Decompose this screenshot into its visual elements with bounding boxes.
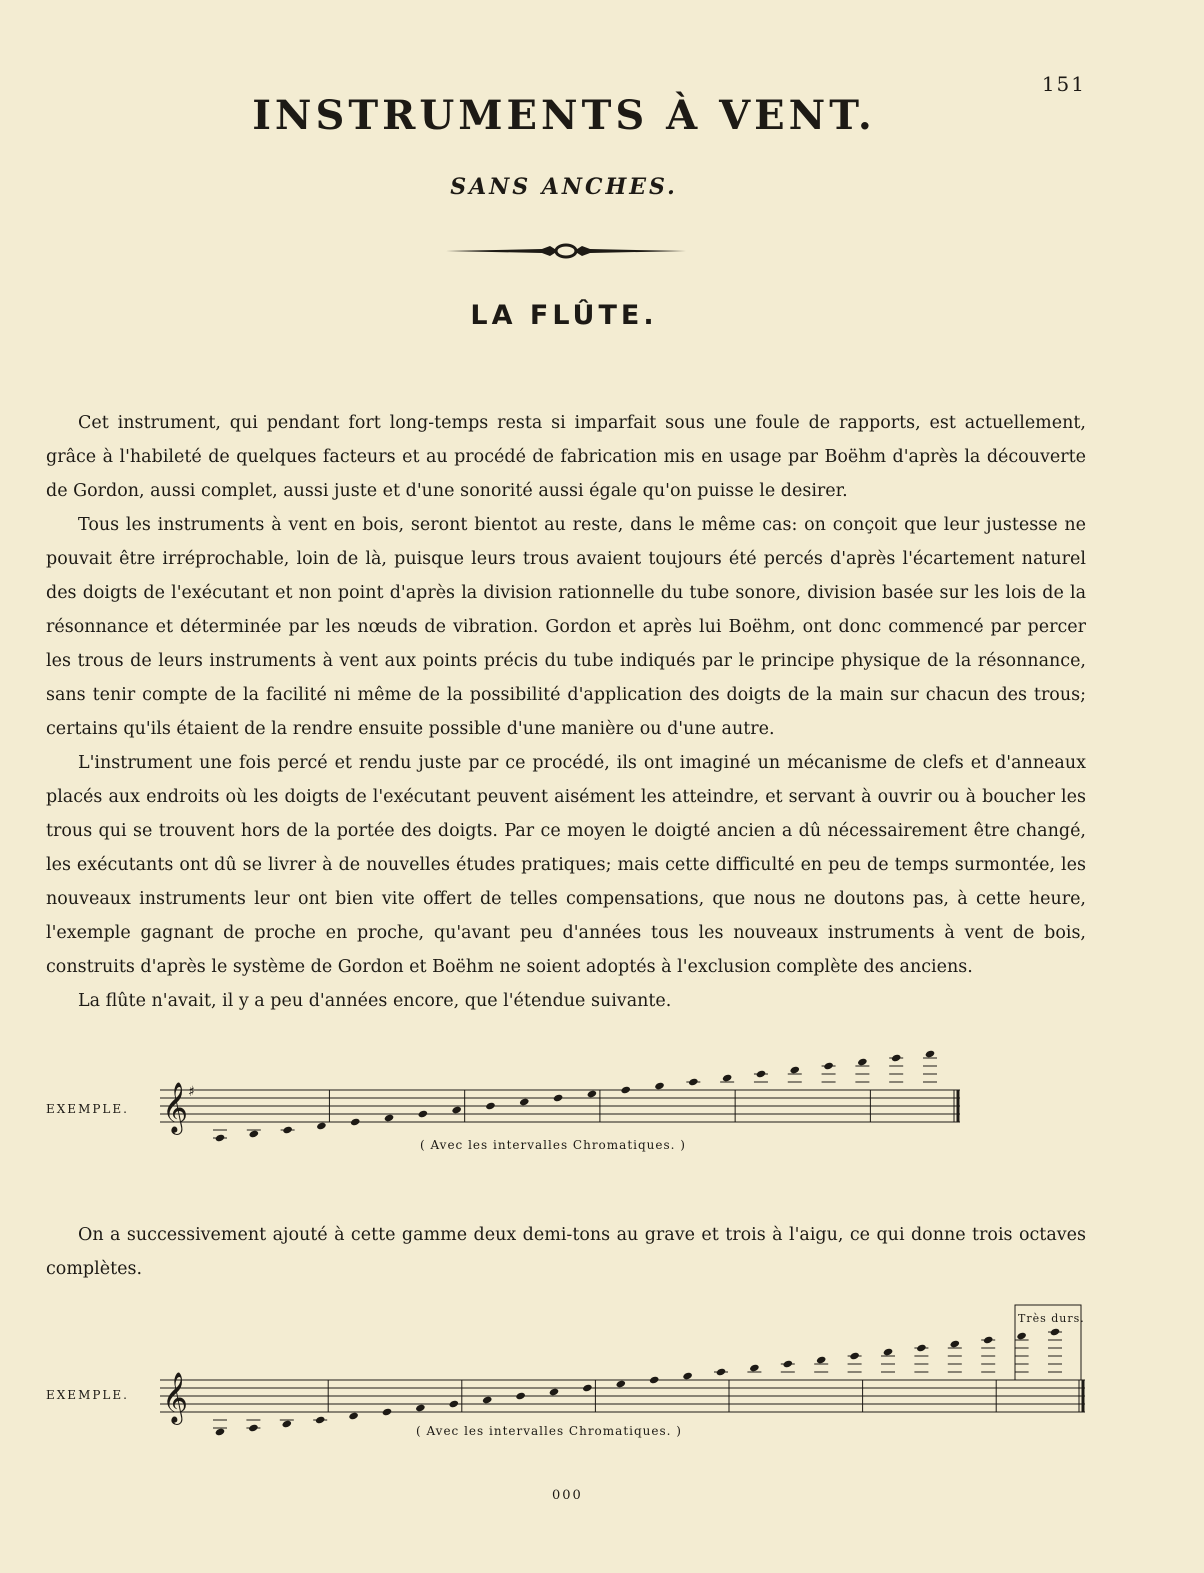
note-head-icon — [790, 1066, 801, 1075]
note-head-icon — [515, 1392, 526, 1401]
note-head-icon — [418, 1110, 429, 1119]
note-head-icon — [688, 1078, 699, 1087]
music-staff-1 — [160, 1040, 980, 1140]
note-head-icon — [783, 1360, 794, 1369]
note-head-icon — [549, 1388, 560, 1397]
page-number: 151 — [1041, 72, 1086, 96]
note-head-icon — [249, 1130, 260, 1139]
note-head-icon — [749, 1364, 760, 1373]
paragraph-4: La flûte n'avait, il y a peu d'années encore, que l'étendue suivante. — [78, 991, 672, 1011]
note-head-icon — [891, 1054, 902, 1063]
sharp-icon: ♯ — [188, 1084, 195, 1100]
note-head-icon — [384, 1114, 395, 1123]
music-staff-2 — [160, 1300, 1090, 1440]
note-head-icon — [485, 1102, 496, 1111]
paragraph-2: Tous les instruments à vent en bois, seront bientot au reste, dans le même cas: on conçoit que leur justesse ne pouvait être irréprochable, loin de là, puisque leurs trous avaient toujours été percés d'après l'écartement naturel des doigts de l'exécutant et non point d'après la division rationnelle du tube sonore, division basée sur les lois de la résonnance et déterminée par les nœuds de vibration. Gordon et après lui Boëhm, ont donc commencé par percer les trous de leurs instruments à vent aux points précis du tube indiqués par le principe physique de la résonnance, sans tenir compte de la facilité ni même de la possibilité d'application des doigts de la main sur chacun des trous; certains qu'ils étaient de la rendre ensuite possible d'une manière ou d'une autre. — [46, 515, 1086, 739]
treble-clef-icon: 𝄞 — [162, 1082, 189, 1133]
note-head-icon — [248, 1424, 259, 1433]
example1-label: EXEMPLE. — [46, 1102, 129, 1116]
note-head-icon — [215, 1428, 226, 1437]
body-text — [46, 406, 1086, 1018]
note-head-icon — [582, 1384, 593, 1393]
note-head-icon — [722, 1074, 733, 1083]
note-head-icon — [315, 1416, 326, 1425]
note-head-icon — [482, 1396, 493, 1405]
note-head-icon — [215, 1134, 226, 1143]
example2-caption: ( Avec les intervalles Chromatiques. ) — [416, 1424, 682, 1438]
note-head-icon — [519, 1098, 530, 1107]
note-head-icon — [1050, 1328, 1061, 1337]
note-head-icon — [857, 1058, 868, 1067]
note-head-icon — [348, 1412, 359, 1421]
note-head-icon — [649, 1376, 660, 1385]
example2-label: EXEMPLE. — [46, 1388, 129, 1402]
note-head-icon — [654, 1082, 665, 1091]
note-head-icon — [983, 1336, 994, 1345]
page-subtitle: SANS ANCHES. — [450, 174, 678, 200]
footer-signature: 000 — [552, 1488, 583, 1503]
example2-annotation: Très durs. — [1018, 1312, 1085, 1325]
note-head-icon — [449, 1400, 460, 1409]
note-head-icon — [282, 1420, 293, 1429]
note-head-icon — [451, 1106, 462, 1115]
section-title: LA FLÛTE. — [470, 300, 658, 331]
note-head-icon — [382, 1408, 393, 1417]
note-head-icon — [816, 1356, 827, 1365]
paragraph-3: L'instrument une fois percé et rendu juste par ce procédé, ils ont imaginé un mécanisme de clefs et d'anneaux placés aux endroits où les doigts de l'exécutant peuvent aisément les atteindre, et servant à ouvrir ou à boucher les trous qui se trouvent hors de la portée des doigts. Par ce moyen le doigté ancien a dû nécessairement être changé, les exécutants ont dû se livrer à de nouvelles études pratiques; mais cette difficulté en peu de temps surmontée, les nouveaux instruments leur ont bien vite offert de telles compensations, que nous ne doutons pas, à cette heure, l'exemple gagnant de proche en proche, qu'avant peu d'années tous les nouveaux instruments à vent de bois, construits d'après le système de Gordon et Boëhm ne soient adoptés à l'exclusion complète des anciens. — [46, 753, 1086, 977]
note-head-icon — [916, 1344, 927, 1353]
page-title: INSTRUMENTS À VENT. — [252, 92, 876, 139]
note-head-icon — [620, 1086, 631, 1095]
note-head-icon — [682, 1372, 693, 1381]
example1-caption: ( Avec les intervalles Chromatiques. ) — [420, 1138, 686, 1152]
note-head-icon — [415, 1404, 426, 1413]
note-head-icon — [950, 1340, 961, 1349]
note-head-icon — [350, 1118, 361, 1127]
note-head-icon — [316, 1122, 327, 1131]
note-head-icon — [883, 1348, 894, 1357]
note-head-icon — [849, 1352, 860, 1361]
ornament-divider-icon — [446, 238, 686, 264]
note-head-icon — [1016, 1332, 1027, 1341]
note-head-icon — [823, 1062, 834, 1071]
note-head-icon — [553, 1094, 564, 1103]
paragraph-after: On a successivement ajouté à cette gamme deux demi-tons au grave et trois à l'aigu, ce qui donne trois octaves complètes. — [46, 1225, 1086, 1279]
note-head-icon — [756, 1070, 767, 1079]
note-head-icon — [616, 1380, 627, 1389]
paragraph-1: Cet instrument, qui pendant fort long-temps resta si imparfait sous une foule de rapports, est actuellement, grâce à l'habileté de quelques facteurs et au procédé de fabrication mis en usage par Boëhm d'après la découverte de Gordon, aussi complet, aussi juste et d'une sonorité aussi égale qu'on puisse le desirer. — [46, 413, 1086, 501]
note-head-icon — [925, 1050, 936, 1059]
body-text-2 — [46, 1218, 1086, 1286]
note-head-icon — [587, 1090, 598, 1099]
treble-clef-icon: 𝄞 — [162, 1372, 189, 1423]
note-head-icon — [282, 1126, 293, 1135]
note-head-icon — [716, 1368, 727, 1377]
